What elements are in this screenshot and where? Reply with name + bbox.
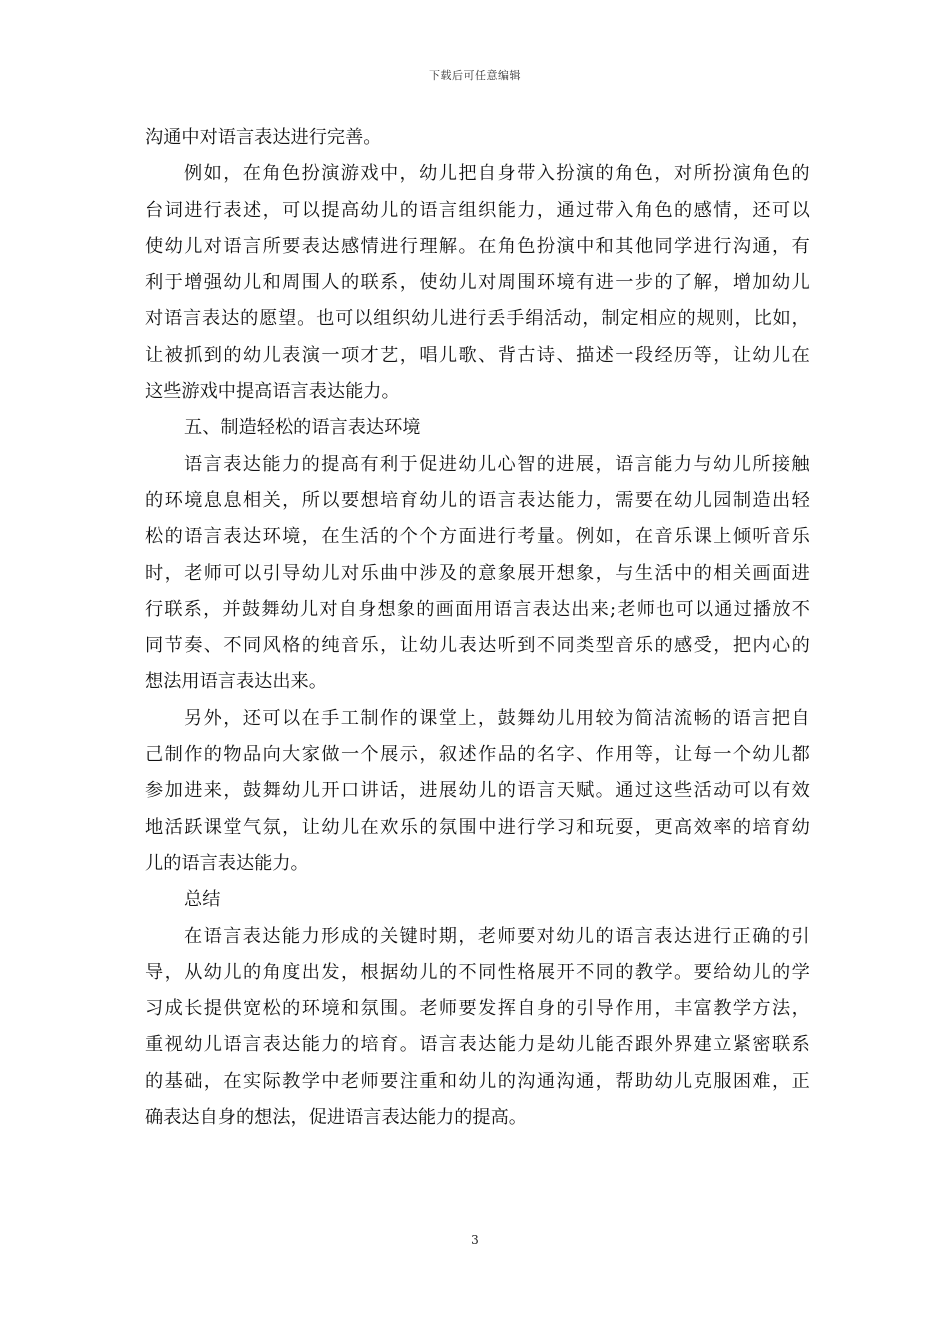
paragraph-line: 对 语 言 表 达 的 愿 望 。 也 可 以 组 织 幼 儿 进 行 丢 手 绢 活 动 ， 制 定 相 应 的 规 则 ， 比 如 ， <box>145 308 810 330</box>
paragraph-line: 总结 <box>184 889 221 911</box>
paragraph-line: 让 被 抓 到 的 幼 儿 表 演 一 项 才 艺 ， 唱 儿 歌 、 背 古 诗 、 描 述 一 段 经 历 等 ， 让 幼 儿 在 <box>145 344 810 366</box>
paragraph-line: 台 词 进 行 表 述 ， 可 以 提 高 幼 儿 的 语 言 组 织 能 力 ， 通 过 带 入 角 色 的 感 情 ， 还 可 以 <box>145 199 810 221</box>
paragraph-line: 重 视 幼 儿 语 言 表 达 能 力 的 培 育 。 语 言 表 达 能 力 是 幼 儿 能 否 跟 外 界 建 立 紧 密 联 系 <box>145 1034 810 1056</box>
paragraph-line: 习 成 长 提 供 宽 松 的 环 境 和 氛 围 。 老 师 要 发 挥 自 身 的 引 导 作 用 ， 丰 富 教 学 方 法 ， <box>145 998 810 1020</box>
paragraph-line: 的 基 础 ， 在 实 际 教 学 中 老 师 要 注 重 和 幼 儿 的 沟 通 沟 通 ， 帮 助 幼 儿 克 服 困 难 ， 正 <box>145 1070 810 1092</box>
paragraph-line: 例 如 ， 在 角 色 扮 演 游 戏 中 ， 幼 儿 把 自 身 带 入 扮 演 的 角 色 ， 对 所 扮 演 角 色 的 <box>184 163 810 185</box>
paragraph-line: 这些游戏中提高语言表达能力。 <box>145 381 400 403</box>
paragraph-line: 儿的语言表达能力。 <box>145 852 309 874</box>
paragraph-line: 想法用语言表达出来。 <box>145 671 327 693</box>
page-header: 下载后可任意编辑 <box>429 69 521 82</box>
paragraph-line: 沟通中对语言表达进行完善。 <box>145 127 382 148</box>
paragraph-line: 确表达自身的想法，促进语言表达能力的提高。 <box>145 1107 527 1129</box>
paragraph-line: 在 语 言 表 达 能 力 形 成 的 关 键 时 期 ， 老 师 要 对 幼 儿 的 语 言 表 达 进 行 正 确 的 引 <box>184 925 810 947</box>
body-text <box>145 120 810 1136</box>
paragraph-line: 时 ， 老 师 可 以 引 导 幼 儿 对 乐 曲 中 涉 及 的 意 象 展 开 想 象 ， 与 生 活 中 的 相 关 画 面 进 <box>145 562 810 584</box>
paragraph-line: 导 ， 从 幼 儿 的 角 度 出 发 ， 根 据 幼 儿 的 不 同 性 格 展 开 不 同 的 教 学 。 要 给 幼 儿 的 学 <box>145 961 810 983</box>
page-number: 3 <box>471 1233 479 1247</box>
paragraph-line: 的 环 境 息 息 相 关 ， 所 以 要 想 培 育 幼 儿 的 语 言 表 达 能 力 ， 需 要 在 幼 儿 园 制 造 出 轻 <box>145 489 810 511</box>
paragraph-line: 地 活 跃 课 堂 气 氛 ， 让 幼 儿 在 欢 乐 的 氛 围 中 进 行 学 习 和 玩 耍 ， 更 高 效 率 的 培 育 幼 <box>145 816 810 838</box>
paragraph-line: 松 的 语 言 表 达 环 境 ， 在 生 活 的 个 个 方 面 进 行 考 量 。 例 如 ， 在 音 乐 课 上 倾 听 音 乐 <box>145 526 810 548</box>
paragraph-line: 参 加 进 来 ， 鼓 舞 幼 儿 开 口 讲 话 ， 进 展 幼 儿 的 语 言 天 赋 。 通 过 这 些 活 动 可 以 有 效 <box>145 780 810 802</box>
paragraph-line: 行 联 系 ， 并 鼓 舞 幼 儿 对 自 身 想 象 的 画 面 用 语 言 表 达 出 来 ; 老 师 也 可 以 通 过 播 放 不 <box>145 598 810 620</box>
paragraph-line: 五、制造轻松的语言表达环境 <box>184 417 421 439</box>
paragraph-line: 利 于 增 强 幼 儿 和 周 围 人 的 联 系 ， 使 幼 儿 对 周 围 环 境 有 进 一 步 的 了 解 ， 增 加 幼 儿 <box>145 272 810 294</box>
paragraph-line: 使 幼 儿 对 语 言 所 要 表 达 感 情 进 行 理 解 。 在 角 色 扮 演 中 和 其 他 同 学 进 行 沟 通 ， 有 <box>145 235 810 257</box>
paragraph-line: 语 言 表 达 能 力 的 提 高 有 利 于 促 进 幼 儿 心 智 的 进 展 ， 语 言 能 力 与 幼 儿 所 接 触 <box>184 453 810 475</box>
paragraph-line: 另 外 ， 还 可 以 在 手 工 制 作 的 课 堂 上 ， 鼓 舞 幼 儿 用 较 为 简 洁 流 畅 的 语 言 把 自 <box>184 707 810 729</box>
paragraph-line: 同 节 奏 、 不 同 风 格 的 纯 音 乐 ， 让 幼 儿 表 达 听 到 不 同 类 型 音 乐 的 感 受 ， 把 内 心 的 <box>145 635 810 657</box>
paragraph-line: 己 制 作 的 物 品 向 大 家 做 一 个 展 示 ， 叙 述 作 品 的 名 字 、 作 用 等 ， 让 每 一 个 幼 儿 都 <box>145 744 810 766</box>
